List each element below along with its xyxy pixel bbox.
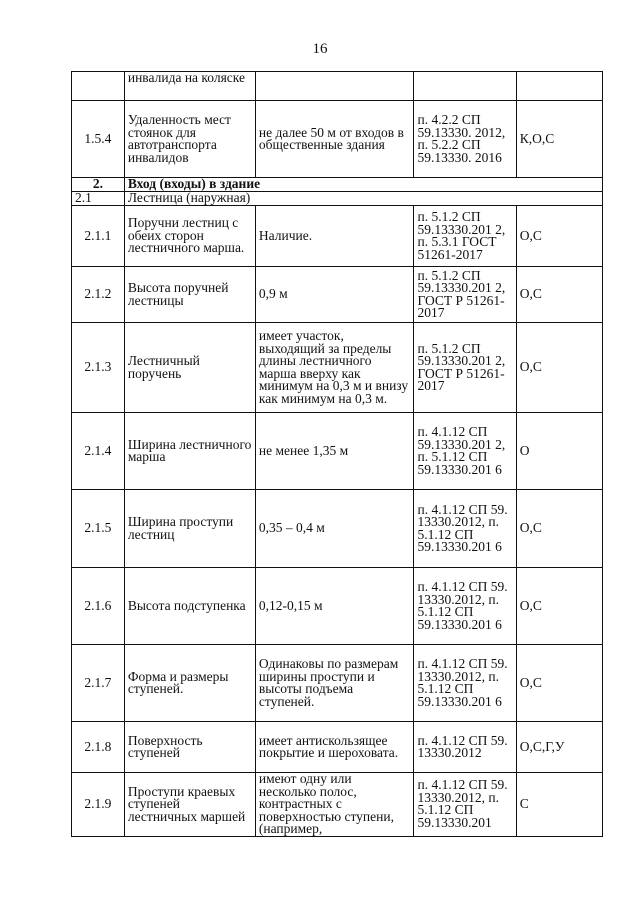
item-category: О,С — [516, 206, 602, 267]
item-requirement: не менее 1,35 м — [255, 413, 414, 490]
item-requirement: 0,12-0,15 м — [255, 568, 414, 645]
item-number: 2.1.6 — [72, 568, 125, 645]
item-name: Удаленность мест стоянок для автотранспорта инвалидов — [124, 101, 255, 178]
item-requirement — [255, 72, 414, 101]
item-category: О,С — [516, 323, 602, 413]
item-category: О,С — [516, 568, 602, 645]
item-norm: п. 5.1.2 СП 59.13330.201 2, ГОСТ Р 51261-2017 — [414, 323, 516, 413]
item-name: Ширина проступи лестниц — [124, 490, 255, 568]
section-number: 2. — [72, 178, 125, 192]
table-row — [72, 568, 603, 645]
table-row — [72, 101, 603, 178]
item-norm: п. 5.1.2 СП 59.13330.201 2, п. 5.3.1 ГОСТ 51261-2017 — [414, 206, 516, 267]
subsection-title: Лестница (наружная) — [124, 192, 602, 206]
item-norm: п. 4.1.12 СП 59. 13330.2012, п. 5.1.12 СП 59.13330.201 6 — [414, 568, 516, 645]
page-number: 16 — [312, 41, 328, 57]
item-name: Высота подступенка — [124, 568, 255, 645]
item-category: С — [516, 773, 602, 837]
item-requirement: имеет участок, выходящий за пределы длины лестничного марша вверху как минимум на 0,3 м и внизу как минимум на 0,3 м. — [255, 323, 414, 413]
item-name: Ширина лестничного марша — [124, 413, 255, 490]
table-row — [72, 413, 603, 490]
item-number: 2.1.5 — [72, 490, 125, 568]
item-norm: п. 4.2.2 СП 59.13330. 2012, п. 5.2.2 СП 59.13330. 2016 — [414, 101, 516, 178]
item-number: 2.1.8 — [72, 722, 125, 773]
item-number: 2.1.3 — [72, 323, 125, 413]
item-number: 2.1.9 — [72, 773, 125, 837]
item-number: 1.5.4 — [72, 101, 125, 178]
item-requirement: Наличие. — [255, 206, 414, 267]
item-number: 2.1.7 — [72, 645, 125, 722]
section-row — [72, 178, 603, 192]
item-norm — [414, 72, 516, 101]
item-name: Поручни лестниц с обеих сторон лестничного марша. — [124, 206, 255, 267]
table-row — [72, 72, 603, 101]
item-category: О — [516, 413, 602, 490]
table-row — [72, 267, 603, 323]
item-norm: п. 4.1.12 СП 59. 13330.2012, п. 5.1.12 СП 59.13330.201 6 — [414, 490, 516, 568]
item-name: Проступи краевых ступеней лестничных маршей — [124, 773, 255, 837]
item-category: К,О,С — [516, 101, 602, 178]
item-number: 2.1.4 — [72, 413, 125, 490]
item-name: инвалида на коляске — [124, 72, 255, 101]
table-row — [72, 722, 603, 773]
item-norm: п. 4.1.12 СП 59.13330.201 2, п. 5.1.12 СП 59.13330.201 6 — [414, 413, 516, 490]
item-category: О,С — [516, 267, 602, 323]
item-name: Высота поручней лестницы — [124, 267, 255, 323]
table-row — [72, 323, 603, 413]
item-number — [72, 72, 125, 101]
item-name: Форма и размеры ступеней. — [124, 645, 255, 722]
item-name: Лестничный поручень — [124, 323, 255, 413]
item-number: 2.1.2 — [72, 267, 125, 323]
item-requirement: имеют одну или несколько полос, контрастных с поверхностью ступени, (например, — [255, 773, 414, 837]
item-requirement: 0,35 – 0,4 м — [255, 490, 414, 568]
item-category: О,С,Г,У — [516, 722, 602, 773]
subsection-row — [72, 192, 603, 206]
item-norm: п. 5.1.2 СП 59.13330.201 2, ГОСТ Р 51261-2017 — [414, 267, 516, 323]
table-row — [72, 645, 603, 722]
item-category: О,С — [516, 490, 602, 568]
item-requirement: имеет антискользящее покрытие и шероховата. — [255, 722, 414, 773]
item-requirement: не далее 50 м от входов в общественные здания — [255, 101, 414, 178]
table-row — [72, 773, 603, 837]
subsection-number: 2.1 — [72, 192, 125, 206]
table-row — [72, 490, 603, 568]
item-norm: п. 4.1.12 СП 59. 13330.2012 — [414, 722, 516, 773]
item-requirement: 0,9 м — [255, 267, 414, 323]
item-number: 2.1.1 — [72, 206, 125, 267]
item-requirement: Одинаковы по размерам ширины проступи и высоты подъема ступеней. — [255, 645, 414, 722]
item-norm: п. 4.1.12 СП 59. 13330.2012, п. 5.1.12 СП 59.13330.201 — [414, 773, 516, 837]
requirements-table — [71, 71, 603, 837]
item-category — [516, 72, 602, 101]
table-row — [72, 206, 603, 267]
item-norm: п. 4.1.12 СП 59. 13330.2012, п. 5.1.12 СП 59.13330.201 6 — [414, 645, 516, 722]
item-category: О,С — [516, 645, 602, 722]
item-name: Поверхность ступеней — [124, 722, 255, 773]
section-title: Вход (входы) в здание — [124, 178, 602, 192]
